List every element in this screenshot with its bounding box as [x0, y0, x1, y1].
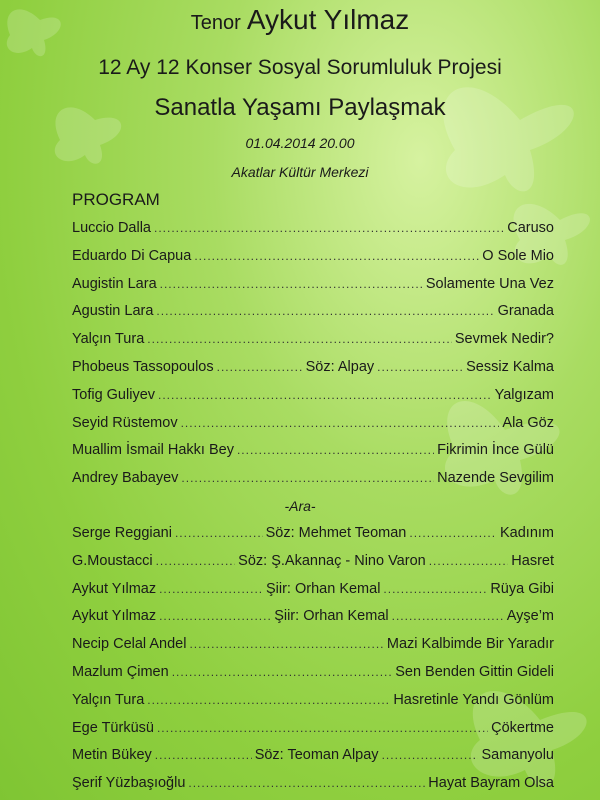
- dot-leader: [189, 637, 383, 651]
- lyricist-credit: Şiir: Orhan Kemal: [274, 608, 389, 625]
- program-row: [72, 747, 554, 767]
- song-title: Hasret: [511, 552, 554, 569]
- song-title: Hasretinle Yandı Gönlüm: [393, 691, 554, 708]
- dot-leader: [429, 554, 509, 568]
- composer-name: Aykut Yılmaz: [72, 608, 157, 625]
- program-row: [72, 636, 554, 656]
- dot-leader: [181, 416, 500, 430]
- dot-leader: [160, 277, 423, 291]
- composer-name: G.Moustacci: [72, 552, 153, 569]
- composer-name: Şerif Yüzbaşıoğlu: [72, 775, 186, 792]
- slogan: Sanatla Yaşamı Paylaşmak: [154, 94, 446, 121]
- song-title: Granada: [497, 303, 554, 320]
- dot-leader: [383, 582, 487, 596]
- song-title: Hayat Bayram Olsa: [428, 775, 554, 792]
- program-row: [72, 331, 554, 351]
- program-row: [72, 553, 554, 573]
- dot-leader: [175, 526, 263, 540]
- song-title: Fikrimin İnce Gülü: [437, 442, 554, 459]
- program-row: [72, 276, 554, 296]
- song-title: Sevmek Nedir?: [454, 331, 554, 348]
- program-row: [72, 442, 554, 462]
- tenor-label: Tenor: [190, 12, 241, 34]
- lyricist-credit: Söz: Teoman Alpay: [254, 747, 379, 764]
- project-title: 12 Ay 12 Konser Sosyal Sorumluluk Projesi: [98, 56, 502, 79]
- song-title: Solamente Una Vez: [425, 275, 554, 292]
- composer-name: Phobeus Tassopoulos: [72, 359, 214, 375]
- composer-name: Ege Türküsü: [72, 719, 154, 736]
- composer-name: Muallim İsmail Hakkı Bey: [72, 442, 234, 459]
- dot-leader: [217, 360, 303, 374]
- composer-name: Serge Reggiani: [72, 525, 172, 541]
- program-row: [72, 720, 554, 740]
- dot-leader: [237, 443, 434, 457]
- composer-name: Tofig Guliyev: [72, 386, 156, 403]
- program-row: [72, 415, 554, 435]
- song-title: Kadınım: [500, 525, 554, 541]
- program-row: [72, 581, 554, 601]
- lyricist-credit: Şiir: Orhan Kemal: [265, 580, 381, 597]
- dot-leader: [147, 693, 390, 707]
- artist-name: Aykut Yılmaz: [246, 4, 410, 35]
- composer-name: Augistin Lara: [72, 275, 157, 292]
- composer-name: Yalçın Tura: [72, 331, 145, 348]
- composer-name: Andrey Babayev: [72, 470, 179, 487]
- dot-leader: [181, 471, 434, 485]
- song-title: Sessiz Kalma: [466, 359, 554, 375]
- event-venue: Akatlar Kültür Merkezi: [231, 164, 369, 180]
- composer-name: Yalçın Tura: [72, 691, 145, 708]
- dot-leader: [156, 304, 494, 318]
- program-row: [72, 470, 554, 490]
- lyricist-credit: Söz: Mehmet Teoman: [265, 525, 407, 541]
- program-row: [72, 692, 554, 712]
- dot-leader: [159, 609, 271, 623]
- program-row: [72, 303, 554, 323]
- song-title: Sen Benden Gittin Gideli: [395, 664, 554, 680]
- song-title: Çökertme: [491, 719, 554, 736]
- program-row: [72, 525, 554, 545]
- program-row: [72, 664, 554, 684]
- program-row: [72, 775, 554, 795]
- composer-name: Aykut Yılmaz: [72, 580, 157, 597]
- song-title: Rüya Gibi: [490, 580, 554, 597]
- program-row: [72, 608, 554, 628]
- composer-name: Luccio Dalla: [72, 220, 151, 236]
- song-title: Nazende Sevgilim: [437, 470, 554, 487]
- lyricist-credit: Söz: Ş.Akannaç - Nino Varon: [238, 552, 426, 569]
- song-title: Samanyolu: [481, 747, 554, 764]
- dot-leader: [194, 249, 479, 263]
- program-heading: PROGRAM: [72, 190, 160, 209]
- song-title: Ayşe’m: [506, 608, 554, 625]
- song-title: Yalgızam: [494, 386, 554, 403]
- dot-leader: [158, 388, 492, 402]
- program-row: [72, 248, 554, 268]
- intermission-label: -Ara-: [284, 498, 316, 514]
- dot-leader: [157, 721, 488, 735]
- composer-name: Seyid Rüstemov: [72, 414, 178, 431]
- song-title: Ala Göz: [502, 414, 554, 431]
- dot-leader: [382, 748, 479, 762]
- dot-leader: [392, 609, 504, 623]
- program-row: [72, 387, 554, 407]
- composer-name: Metin Bükey: [72, 747, 152, 764]
- song-title: O Sole Mio: [482, 247, 554, 264]
- dot-leader: [172, 665, 393, 679]
- composer-name: Eduardo Di Capua: [72, 247, 192, 264]
- dot-leader: [147, 332, 452, 346]
- song-title: Mazi Kalbimde Bir Yaradır: [386, 636, 554, 653]
- dot-leader: [188, 776, 425, 790]
- event-datetime: 01.04.2014 20.00: [245, 135, 355, 151]
- dot-leader: [154, 221, 504, 235]
- dot-leader: [155, 748, 252, 762]
- dot-leader: [156, 554, 236, 568]
- composer-name: Mazlum Çimen: [72, 664, 169, 680]
- composer-name: Necip Celal Andel: [72, 636, 187, 653]
- dot-leader: [377, 360, 463, 374]
- composer-name: Agustin Lara: [72, 303, 154, 320]
- lyricist-credit: Söz: Alpay: [305, 359, 375, 375]
- performer-line: [0, 4, 600, 36]
- program-row: [72, 220, 554, 240]
- program-row: [72, 359, 554, 379]
- song-title: Caruso: [507, 220, 554, 236]
- dot-leader: [409, 526, 497, 540]
- dot-leader: [159, 582, 263, 596]
